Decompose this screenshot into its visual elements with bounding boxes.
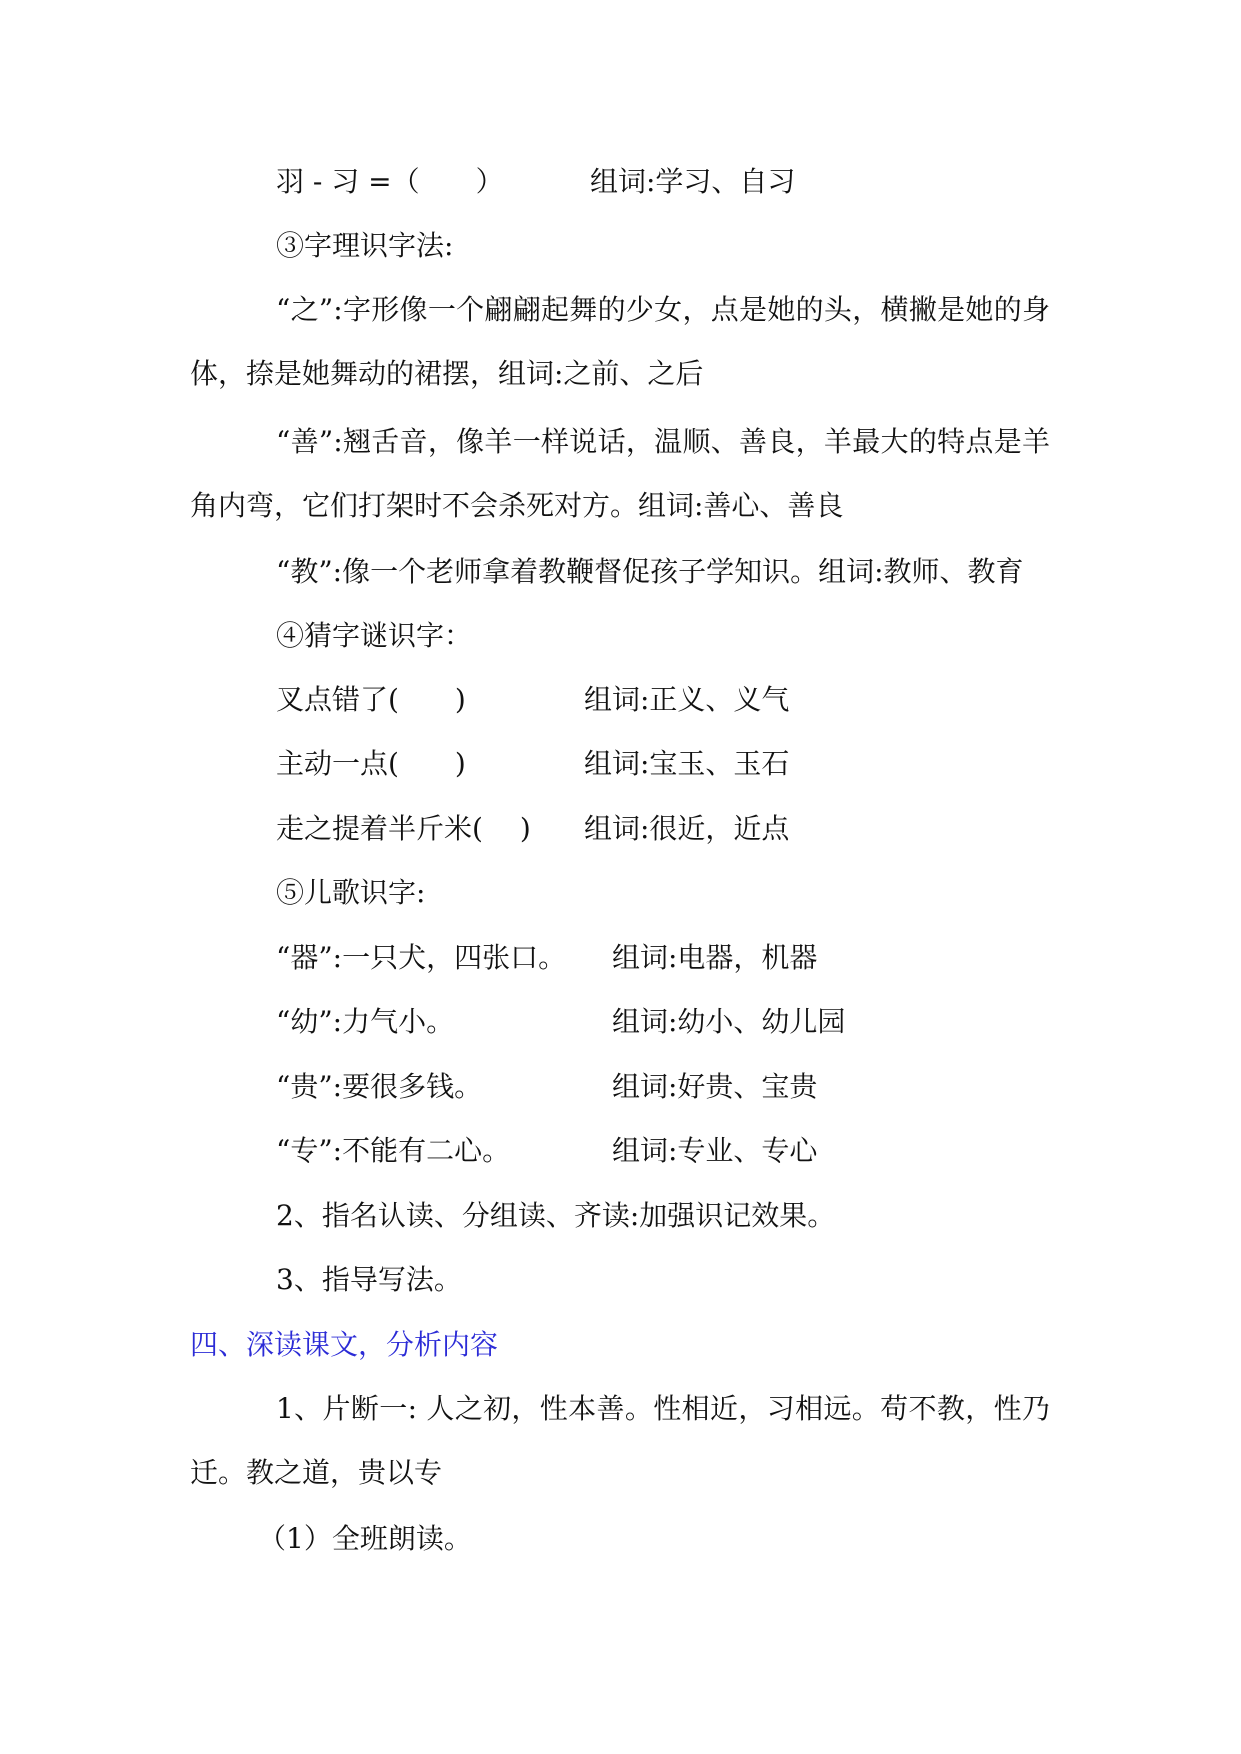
riddle-2: 主动一点( ) (276, 747, 466, 780)
section-heading-4: 四、深读课文，分析内容 (190, 1328, 499, 1361)
rhyme-3: “贵”:要很多钱。 (276, 1070, 483, 1103)
section-caizimi-heading: ④猜字谜识字： (276, 619, 473, 652)
sub-step-1: （1）全班朗读。 (258, 1522, 472, 1555)
text-line-yu-xi: 羽 - 习 =（ ） (276, 165, 504, 198)
step-3: 3、指导写法。 (276, 1263, 462, 1296)
rhyme-2-words: 组词:幼小、幼儿园 (612, 1005, 846, 1038)
text-line-yu-xi-words: 组词:学习、自习 (590, 165, 796, 198)
riddle-1-words: 组词:正义、义气 (584, 683, 790, 716)
riddle-3-words: 组词:很近，近点 (584, 812, 790, 845)
section-zili-heading: ③字理识字法: (276, 229, 454, 262)
paragraph-excerpt-1: 1、片断一: 人之初，性本善。性相近，习相远。苟不教，性乃迁。教之道，贵以专 (190, 1392, 1050, 1489)
riddle-3: 走之提着半斤米( ) (276, 812, 531, 845)
riddle-2-words: 组词:宝玉、玉石 (584, 747, 790, 780)
rhyme-1: “器”:一只犬，四张口。 (276, 941, 567, 974)
rhyme-3-words: 组词:好贵、宝贵 (612, 1070, 818, 1103)
rhyme-4-words: 组词:专业、专心 (612, 1134, 818, 1167)
text-line-jiao: “教”:像一个老师拿着教鞭督促孩子学知识。组词:教师、教育 (276, 555, 1024, 588)
section-erge-heading: ⑤儿歌识字: (276, 876, 426, 909)
riddle-1: 叉点错了( ) (276, 683, 466, 716)
rhyme-2: “幼”:力气小。 (276, 1005, 455, 1038)
rhyme-1-words: 组词:电器，机器 (612, 941, 818, 974)
step-2: 2、指名认读、分组读、齐读:加强识记效果。 (276, 1199, 836, 1232)
paragraph-shan: “善”:翘舌音，像羊一样说话，温顺、善良，羊最大的特点是羊角内弯，它们打架时不会杀死对方。组词:善心、善良 (190, 425, 1050, 522)
rhyme-4: “专”:不能有二心。 (276, 1134, 511, 1167)
paragraph-zhi: “之”:字形像一个翩翩起舞的少女，点是她的头，横撇是她的身体，捺是她舞动的裙摆，组词:之前、之后 (190, 293, 1050, 390)
